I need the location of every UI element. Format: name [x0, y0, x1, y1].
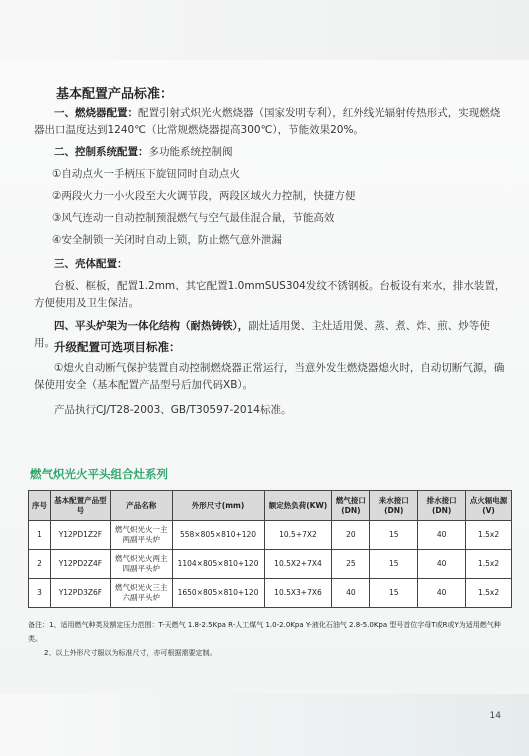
note-1: 备注：1、适用燃气种类及额定压力范围：T-天燃气 1.8-2.5Kpa R-人工煤气 1.0-2.0Kpa Y-液化石油气 2.8-5.0Kpa 型号首位字母T或R或Y为适用燃气种类。	[28, 621, 501, 643]
cell-water-in: 15	[370, 521, 418, 550]
burner-config	[34, 105, 509, 139]
top-band	[0, 0, 529, 60]
control-point-4: ④安全制锁一关闭时自动上锁，防止燃气意外泄漏	[52, 234, 282, 246]
control-point-1: ①自动点火一手柄压下旋钮同时自动点火	[52, 168, 240, 180]
cell-water-in: 15	[370, 550, 418, 579]
cell-gas-port: 25	[332, 550, 370, 579]
cell-heat-load: 10.5X3+7X6	[264, 579, 332, 608]
cell-ignition-power: 1.5x2	[466, 521, 512, 550]
col-header-drain: 排水接口(DN)	[418, 491, 466, 521]
spec-table	[28, 490, 512, 608]
note-2: 2、以上外形尺寸服以为标准尺寸，亦可根据需要定制。	[44, 649, 217, 657]
burner-config-text: 配置引射式炽光火燃烧器（国家发明专利），红外线光辐射传热形式，实现燃烧器出口温度达到1240℃（比常规燃烧器提高300℃），节能效果20%。	[34, 107, 501, 136]
cell-drain: 40	[418, 579, 466, 608]
upgrade-text	[34, 360, 509, 394]
col-header-heat-load: 额定热负荷(KW)	[264, 491, 332, 521]
standard-text	[34, 402, 509, 419]
cell-gas-port: 40	[332, 579, 370, 608]
col-header-gas-port: 燃气接口(DN)	[332, 491, 370, 521]
cell-heat-load: 10.5+7X2	[264, 521, 332, 550]
col-header-index: 序号	[29, 491, 51, 521]
control-point-2: ②两段火力一小火段至大火调节段，两段区域火力控制，快捷方便	[52, 190, 356, 202]
cell-index: 1	[29, 521, 51, 550]
shell-config	[34, 256, 509, 273]
cell-index: 2	[29, 550, 51, 579]
cell-name: 燃气炽光火两主四副平头炉	[110, 550, 172, 579]
shell-text: 台板、框板，配置1.2mm、其它配置1.0mmSUS304发纹不锈钢板。台板设有来水，排水装置，方便使用及卫生保洁。	[34, 280, 506, 309]
page-heading: 基本配置产品标准：	[56, 87, 174, 102]
shell-config-text	[34, 278, 509, 312]
cell-size: 558×805×810+120	[172, 521, 264, 550]
table-header-row	[29, 491, 512, 521]
col-header-model: 基本配置产品型号	[50, 491, 110, 521]
cell-drain: 40	[418, 550, 466, 579]
table-row	[29, 579, 512, 608]
col-header-size: 外形尺寸(mm)	[172, 491, 264, 521]
cell-water-in: 15	[370, 579, 418, 608]
pot-config-text: 副灶适用煲、主灶适用煲、蒸、煮、炸、煎、炒等使用。	[34, 320, 490, 349]
cell-size: 1104×805×810+120	[172, 550, 264, 579]
shell-config-label: 三、壳体配置：	[54, 258, 128, 270]
table-row	[29, 521, 512, 550]
cell-ignition-power: 1.5x2	[466, 579, 512, 608]
cell-name: 燃气炽光火三主六副平头炉	[110, 579, 172, 608]
cell-model: Y12PD2Z4F	[50, 550, 110, 579]
control-config-label: 二、控制系统配置：	[54, 146, 149, 158]
cell-model: Y12PD3Z6F	[50, 579, 110, 608]
notes	[28, 618, 508, 660]
cell-model: Y12PD1Z2F	[50, 521, 110, 550]
cell-heat-load: 10.5X2+7X4	[264, 550, 332, 579]
upgrade-heading: 升级配置可选项目标准：	[54, 340, 181, 354]
col-header-ignition-power: 点火辐电源(V)	[466, 491, 512, 521]
cell-size: 1650×805×810+120	[172, 579, 264, 608]
standard-text-content: 产品执行CJ/T28-2003、GB/T30597-2014标准。	[54, 404, 292, 416]
page-number: 14	[489, 711, 501, 721]
control-config-text: 多功能系统控制阀	[148, 146, 233, 158]
pot-config-label: 四、平头炉架为一体化结构（耐热铸铁），	[54, 320, 249, 332]
cell-name: 燃气炽光火一主两副平头炉	[110, 521, 172, 550]
control-point-3: ③风气连动一自动控制预混燃气与空气最佳混合量，节能高效	[52, 212, 335, 224]
bottom-band	[0, 694, 529, 756]
cell-gas-port: 20	[332, 521, 370, 550]
upgrade-text-content: ①熄火自动断气保护装置自动控制燃烧器正常运行，当意外发生燃烧器熄火时，自动切断气源，确保使用安全（基本配置产品型号后加代码XB）。	[34, 362, 505, 391]
cell-index: 3	[29, 579, 51, 608]
table-title: 燃气炽光火平头组合灶系列	[30, 467, 168, 481]
col-header-name: 产品名称	[110, 491, 172, 521]
control-config	[34, 144, 509, 161]
cell-drain: 40	[418, 521, 466, 550]
col-header-water-in: 来水接口(DN)	[370, 491, 418, 521]
burner-config-label: 一、燃烧器配置：	[54, 107, 138, 119]
cell-ignition-power: 1.5x2	[466, 550, 512, 579]
table-row	[29, 550, 512, 579]
